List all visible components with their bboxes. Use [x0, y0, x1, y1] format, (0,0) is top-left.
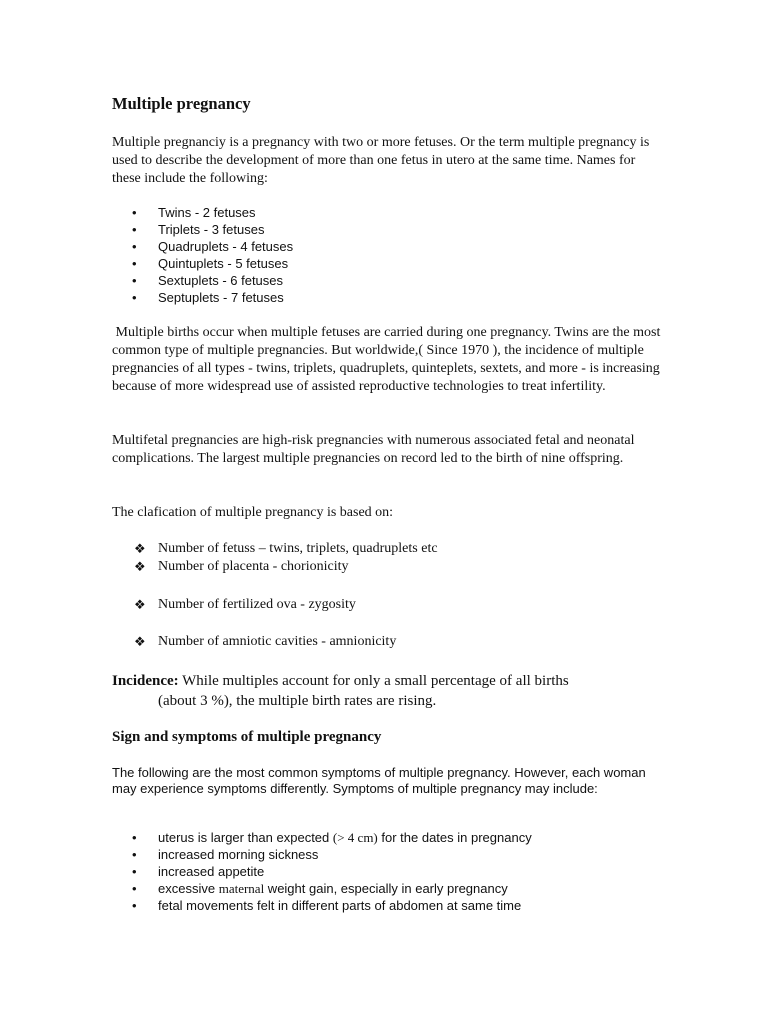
list-item: ❖ Number of fetuss – twins, triplets, quadruplets etc	[134, 541, 438, 556]
births-paragraph: Multiple births occur when multiple fetuses are carried during one pregnancy. Twins are the most common type of multiple pregnancies. But worldwide,( Since 1970 ), the incidence of multiple pregnancies of all types - twins, triplets, quadruplets, quinteplets, sextets, and more - is increasing because of more widespread use of assisted reproductive technologies to treat infertility.	[112, 325, 664, 394]
bullet-icon: •	[132, 290, 137, 305]
bullet-icon: •	[132, 898, 137, 913]
classification-intro: The clafication of multiple pregnancy is based on:	[112, 505, 394, 520]
bullet-icon: •	[132, 256, 137, 271]
bullet-icon: •	[132, 864, 137, 879]
list-item: ❖ Number of amniotic cavities - amnionicity	[134, 634, 397, 649]
incidence-label: Incidence:	[112, 673, 179, 689]
list-item: • fetal movements felt in different parts of abdomen at same time	[132, 898, 522, 913]
symptoms-intro: The following are the most common symptoms of multiple pregnancy. However, each woman may experience symptoms differently. Symptoms of multiple pregnancy may include:	[112, 765, 646, 796]
document-title: Multiple pregnancy	[112, 94, 251, 113]
incidence-text-cont: (about 3 %), the multiple birth rates are rising.	[158, 693, 437, 709]
list-item: • excessive maternal weight gain, especially in early pregnancy	[132, 881, 508, 896]
list-item: • Twins - 2 fetuses	[132, 205, 256, 220]
list-item: • increased morning sickness	[132, 847, 319, 862]
list-item: • increased appetite	[132, 864, 265, 879]
bullet-icon: •	[132, 273, 137, 288]
diamond-bullet-icon: ❖	[134, 597, 146, 612]
bullet-icon: •	[132, 830, 137, 845]
incidence-paragraph	[112, 671, 672, 711]
diamond-bullet-icon: ❖	[134, 559, 146, 574]
list-item: ❖ Number of placenta - chorionicity	[134, 559, 349, 574]
symptoms-heading: Sign and symptoms of multiple pregnancy	[112, 729, 382, 745]
list-item: • Septuplets - 7 fetuses	[132, 290, 284, 305]
list-item: • Quintuplets - 5 fetuses	[132, 256, 289, 271]
list-item: ❖ Number of fertilized ova - zygosity	[134, 597, 356, 612]
list-item: • Sextuplets - 6 fetuses	[132, 273, 284, 288]
names-list	[112, 204, 293, 306]
diamond-bullet-icon: ❖	[134, 634, 146, 649]
intro-paragraph: Multiple pregnanciy is a pregnancy with two or more fetuses. Or the term multiple pregnancy is used to describe the development of more than one fetus in utero at the same time. Names for these include the following:	[112, 135, 650, 186]
list-item: • uterus is larger than expected (> 4 cm) for the dates in pregnancy	[132, 830, 532, 845]
list-item: • Quadruplets - 4 fetuses	[132, 239, 294, 254]
multifetal-paragraph: Multifetal pregnancies are high-risk pregnancies with numerous associated fetal and neonatal complications. The largest multiple pregnancies on record led to the birth of nine offspring.	[112, 433, 635, 466]
bullet-icon: •	[132, 239, 137, 254]
bullet-icon: •	[132, 881, 137, 896]
bullet-icon: •	[132, 222, 137, 237]
symptoms-list	[112, 829, 532, 914]
incidence-text: While multiples account for only a small percentage of all births	[178, 673, 569, 689]
list-item: • Triplets - 3 fetuses	[132, 222, 265, 237]
diamond-bullet-icon: ❖	[134, 541, 146, 556]
bullet-icon: •	[132, 847, 137, 862]
bullet-icon: •	[132, 205, 137, 220]
